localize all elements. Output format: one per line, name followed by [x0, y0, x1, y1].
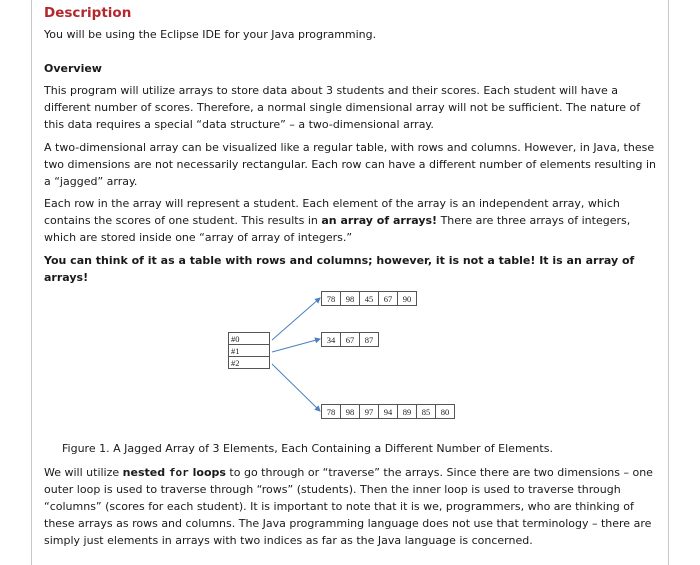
- row-index-0: #0: [229, 333, 270, 345]
- row-index-2: #2: [229, 357, 270, 369]
- p5-text-a: We will utilize: [44, 466, 123, 479]
- p3-text-a: Each row in the array will represent a student. Each element of the array is an independent array, which contains the scores of one student. This results in: [44, 197, 620, 227]
- paragraph-array-of-arrays: [44, 195, 656, 246]
- paragraph-two-dimensional: A two-dimensional array can be visualized like a regular table, with rows and columns. However, in Java, these two dimensions are not necessarily rectangular. Each row can have a different number of elements resulting in a “jagged” array.: [44, 141, 656, 188]
- array0-cell: 78: [322, 292, 341, 306]
- figure-caption: Figure 1. A Jagged Array of 3 Elements, Each Containing a Different Number of Elements.: [62, 442, 553, 455]
- array2-cell: 98: [341, 405, 360, 419]
- array2-cell: 85: [417, 405, 436, 419]
- p5-for-keyword: for: [168, 466, 189, 479]
- array2-cell: 80: [436, 405, 455, 419]
- arrow-row-2: [272, 364, 320, 411]
- description-heading: Description: [44, 5, 132, 21]
- array0-cell: 90: [398, 292, 417, 306]
- p3-emphasis: an array of arrays!: [321, 214, 438, 227]
- array0-cell: 67: [379, 292, 398, 306]
- p3-text-c: There are three arrays of integers, which are stored inside one “array of array of integers.”: [44, 214, 631, 244]
- array1-cell: 87: [360, 333, 379, 347]
- row-index-1: #1: [229, 345, 270, 357]
- array1-cell: 67: [341, 333, 360, 347]
- page-border-right: [668, 0, 669, 565]
- arrow-row-1: [272, 339, 320, 352]
- inner-array-0: [321, 291, 417, 306]
- overview-heading: Overview: [44, 62, 102, 75]
- array2-cell: 97: [360, 405, 379, 419]
- array2-cell: 78: [322, 405, 341, 419]
- p5-nested: nested: [122, 466, 169, 479]
- p5-text-e: to go through or “traverse” the arrays. Since there are two dimensions – one outer loop is used to traverse through “rows” (students). Then the inner loop is used to traverse through “columns” (scores for each student). It is important to note that it is we, programmers, who are thinking of these arrays as rows and columns. The Java programming language does not use that terminology – there are simply just elements in arrays with two indices as far as the Java language is concerned.: [44, 466, 653, 547]
- inner-array-1: [321, 332, 379, 347]
- array2-cell: 94: [379, 405, 398, 419]
- paragraph-arrays-intro: This program will utilize arrays to store data about 3 students and their scores. Each student will have a different number of scores. Therefore, a normal single dimensional array will not be sufficient. The nature of this data requires a special “data structure” – a two-dimensional array.: [44, 84, 641, 131]
- outer-array-table: [228, 332, 270, 369]
- array0-cell: 98: [341, 292, 360, 306]
- array1-cell: 34: [322, 333, 341, 347]
- page-border-left: [31, 0, 32, 565]
- array0-cell: 45: [360, 292, 379, 306]
- jagged-array-diagram: [176, 288, 486, 428]
- paragraph-nested-loops: [44, 464, 656, 549]
- paragraph-table-note: You can think of it as a table with rows and columns; however, it is not a table! It is an array of arrays!: [44, 254, 635, 284]
- intro-text: You will be using the Eclipse IDE for your Java programming.: [44, 28, 377, 41]
- inner-array-2: [321, 404, 455, 419]
- arrow-row-0: [272, 298, 320, 340]
- p5-loops: loops: [188, 466, 226, 479]
- array2-cell: 89: [398, 405, 417, 419]
